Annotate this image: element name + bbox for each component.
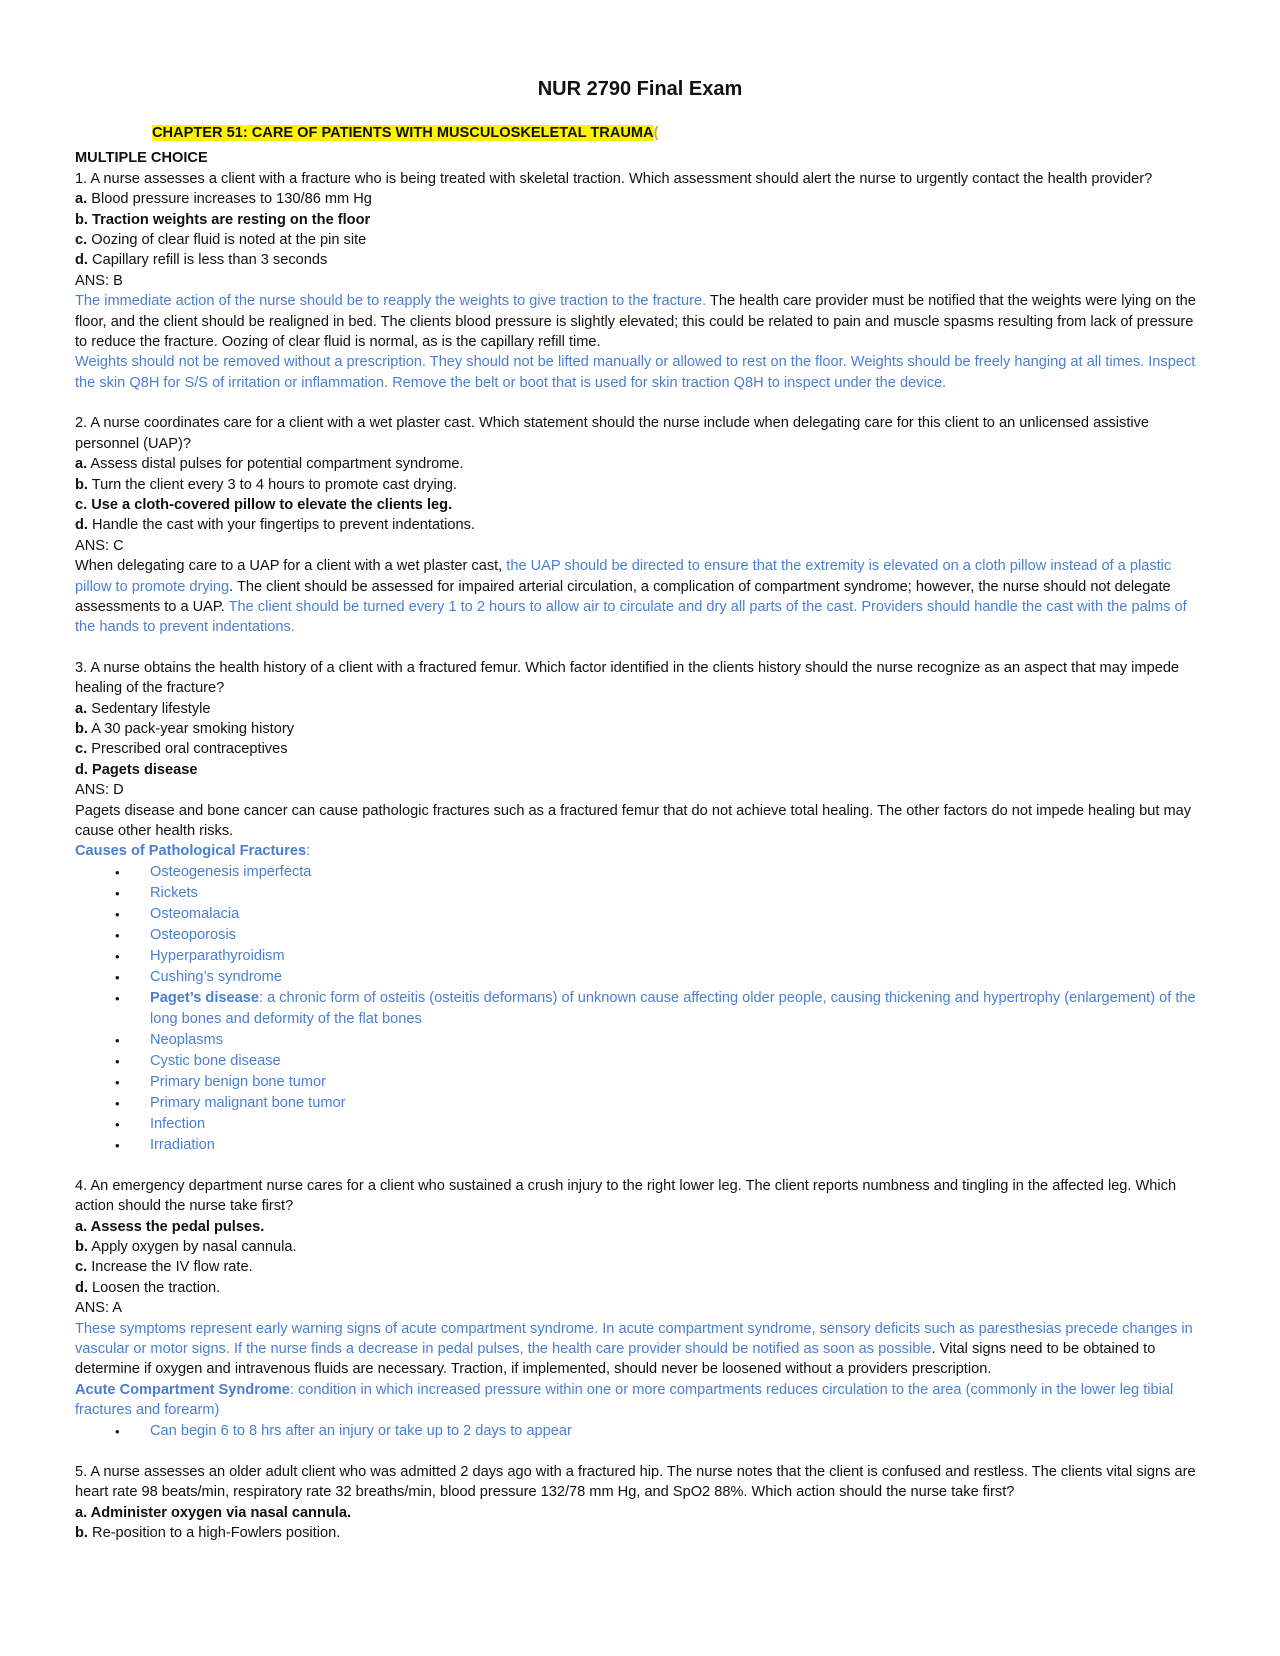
option-b: b. Turn the client every 3 to 4 hours to promote cast drying.	[75, 476, 458, 493]
option-a: a. Sedentary lifestyle	[75, 700, 211, 717]
rationale: The immediate action of the nurse should be to reapply the weights to give traction to the fracture. The health care provider must be notified that the weights were lying on the floor, and the client should be realigned in bed. The clients blood pressure is slightly elevated; this could be related to pain and muscle spasms resulting from lack of pressure to reduce the fracture. Oozing of clear fluid is normal, as is the capillary refill time.	[75, 293, 1196, 351]
list-item: • Cystic bone disease	[115, 1052, 281, 1069]
section-heading: MULTIPLE CHOICE	[75, 150, 208, 167]
question-stem: 1. A nurse assesses a client with a fracture who is being treated with skeletal traction. Which assessment should alert the nurse to urgently contact the health provider?	[75, 170, 1153, 187]
causes-list	[75, 862, 1205, 1156]
option-b: b. Re-position to a high-Fowlers position.	[75, 1524, 341, 1541]
answer: ANS: B	[75, 272, 123, 289]
chapter-heading	[152, 123, 1205, 143]
list-item: • Hyperparathyroidism	[115, 947, 285, 964]
question-5	[75, 1462, 1205, 1544]
list-item: • Primary benign bone tumor	[115, 1073, 327, 1090]
note: Weights should not be removed without a prescription. They should not be lifted manually or allowed to rest on the floor. Weights should be freely hanging at all times. Inspect the skin Q8H for S/S of irritation or inflammation. Remove the belt or boot that is used for skin traction Q8H to inspect under the device.	[75, 354, 1196, 391]
option-d: d. Pagets disease	[75, 761, 198, 778]
question-stem: 2. A nurse coordinates care for a client with a wet plaster cast. Which statement should the nurse include when delegating care for this client to an unlicensed assistive personnel (UAP)?	[75, 415, 1150, 452]
option-d: d. Loosen the traction.	[75, 1279, 221, 1296]
option-a: a. Assess the pedal pulses.	[75, 1218, 265, 1235]
list-item: • Primary malignant bone tumor	[115, 1094, 346, 1111]
option-b: b. A 30 pack-year smoking history	[75, 720, 295, 737]
answer: ANS: C	[75, 537, 124, 554]
option-a: a. Blood pressure increases to 130/86 mm Hg	[75, 191, 372, 208]
rationale: When delegating care to a UAP for a client with a wet plaster cast, the UAP should be directed to ensure that the extremity is elevated on a cloth pillow instead of a plastic pillow to promote drying. The client should be assessed for impaired arterial circulation, a complication of compartment syndrome; however, the nurse should not delegate assessments to a UAP. The client should be turned every 1 to 2 hours to allow air to circulate and dry all parts of the cast. Providers should handle the cast with the palms of the hands to prevent indentations.	[75, 558, 1187, 636]
acs-definition: Acute Compartment Syndrome: condition in which increased pressure within one or more compartments reduces circulation to the area (commonly in the lower leg tibial fractures and forearm)	[75, 1381, 1174, 1419]
page-title: NUR 2790 Final Exam	[537, 78, 743, 100]
list-item: • Rickets	[115, 884, 198, 901]
answer: ANS: D	[75, 782, 124, 799]
option-b: b. Traction weights are resting on the floor	[75, 211, 371, 228]
list-item: • Paget’s disease: a chronic form of osteitis (osteitis deformans) of unknown cause affecting older people, causing thickening and hypertrophy (enlargement) of the long bones and deformity of the flat bones	[115, 989, 1196, 1027]
list-item: • Cushing’s syndrome	[115, 968, 282, 985]
list-item: • Osteogenesis imperfecta	[115, 863, 312, 880]
chapter-paren: (	[653, 125, 659, 141]
list-item: • Irradiation	[115, 1136, 215, 1153]
list-item: • Neoplasms	[115, 1031, 223, 1048]
rationale: Pagets disease and bone cancer can cause pathologic fractures such as a fractured femur that do not achieve total healing. The other factors do not impede healing but may cause other health risks.	[75, 802, 1192, 839]
option-a: a. Administer oxygen via nasal cannula.	[75, 1504, 352, 1521]
question-2	[75, 413, 1205, 637]
question-4	[75, 1176, 1205, 1442]
question-1	[75, 169, 1205, 393]
option-c: c. Increase the IV flow rate.	[75, 1259, 253, 1276]
causes-heading: Causes of Pathological Fractures:	[75, 843, 311, 860]
question-stem: 4. An emergency department nurse cares for a client who sustained a crush injury to the right lower leg. The client reports numbness and tingling in the affected leg. Which action should the nurse take first?	[75, 1177, 1177, 1215]
rationale: These symptoms represent early warning signs of acute compartment syndrome. In acute compartment syndrome, sensory deficits such as paresthesias precede changes in vascular or motor signs. If the nurse finds a decrease in pedal pulses, the health care provider should be notified as soon as possible. Vital signs need to be obtained to determine if oxygen and intravenous fluids are necessary. Traction, if implemented, should never be loosened without a providers prescription.	[75, 1320, 1193, 1378]
option-d: d. Capillary refill is less than 3 seconds	[75, 252, 328, 269]
list-item: • Osteoporosis	[115, 926, 236, 943]
list-item: • Infection	[115, 1115, 206, 1132]
option-d: d. Handle the cast with your fingertips to prevent indentations.	[75, 517, 475, 534]
question-3	[75, 658, 1205, 1156]
document-page	[75, 75, 1205, 1543]
option-c: c. Use a cloth-covered pillow to elevate the clients leg.	[75, 496, 453, 513]
answer: ANS: A	[75, 1300, 123, 1317]
option-b: b. Apply oxygen by nasal cannula.	[75, 1239, 297, 1256]
acs-list	[75, 1421, 1205, 1442]
list-item: • Osteomalacia	[115, 905, 240, 922]
option-a: a. Assess distal pulses for potential compartment syndrome.	[75, 456, 464, 473]
question-stem: 5. A nurse assesses an older adult client who was admitted 2 days ago with a fractured hip. The nurse notes that the client is confused and restless. The clients vital signs are heart rate 98 beats/min, respiratory rate 32 breaths/min, blood pressure 132/78 mm Hg, and SpO2 88%. Which action should the nurse take first?	[75, 1463, 1196, 1501]
option-c: c. Prescribed oral contraceptives	[75, 741, 288, 758]
list-item: • Can begin 6 to 8 hrs after an injury or take up to 2 days to appear	[115, 1422, 572, 1439]
chapter-title: CHAPTER 51: CARE OF PATIENTS WITH MUSCULOSKELETAL TRAUMA	[152, 125, 654, 141]
question-stem: 3. A nurse obtains the health history of a client with a fractured femur. Which factor identified in the clients history should the nurse recognize as an aspect that may impede healing of the fracture?	[75, 659, 1180, 697]
option-c: c. Oozing of clear fluid is noted at the pin site	[75, 232, 367, 249]
